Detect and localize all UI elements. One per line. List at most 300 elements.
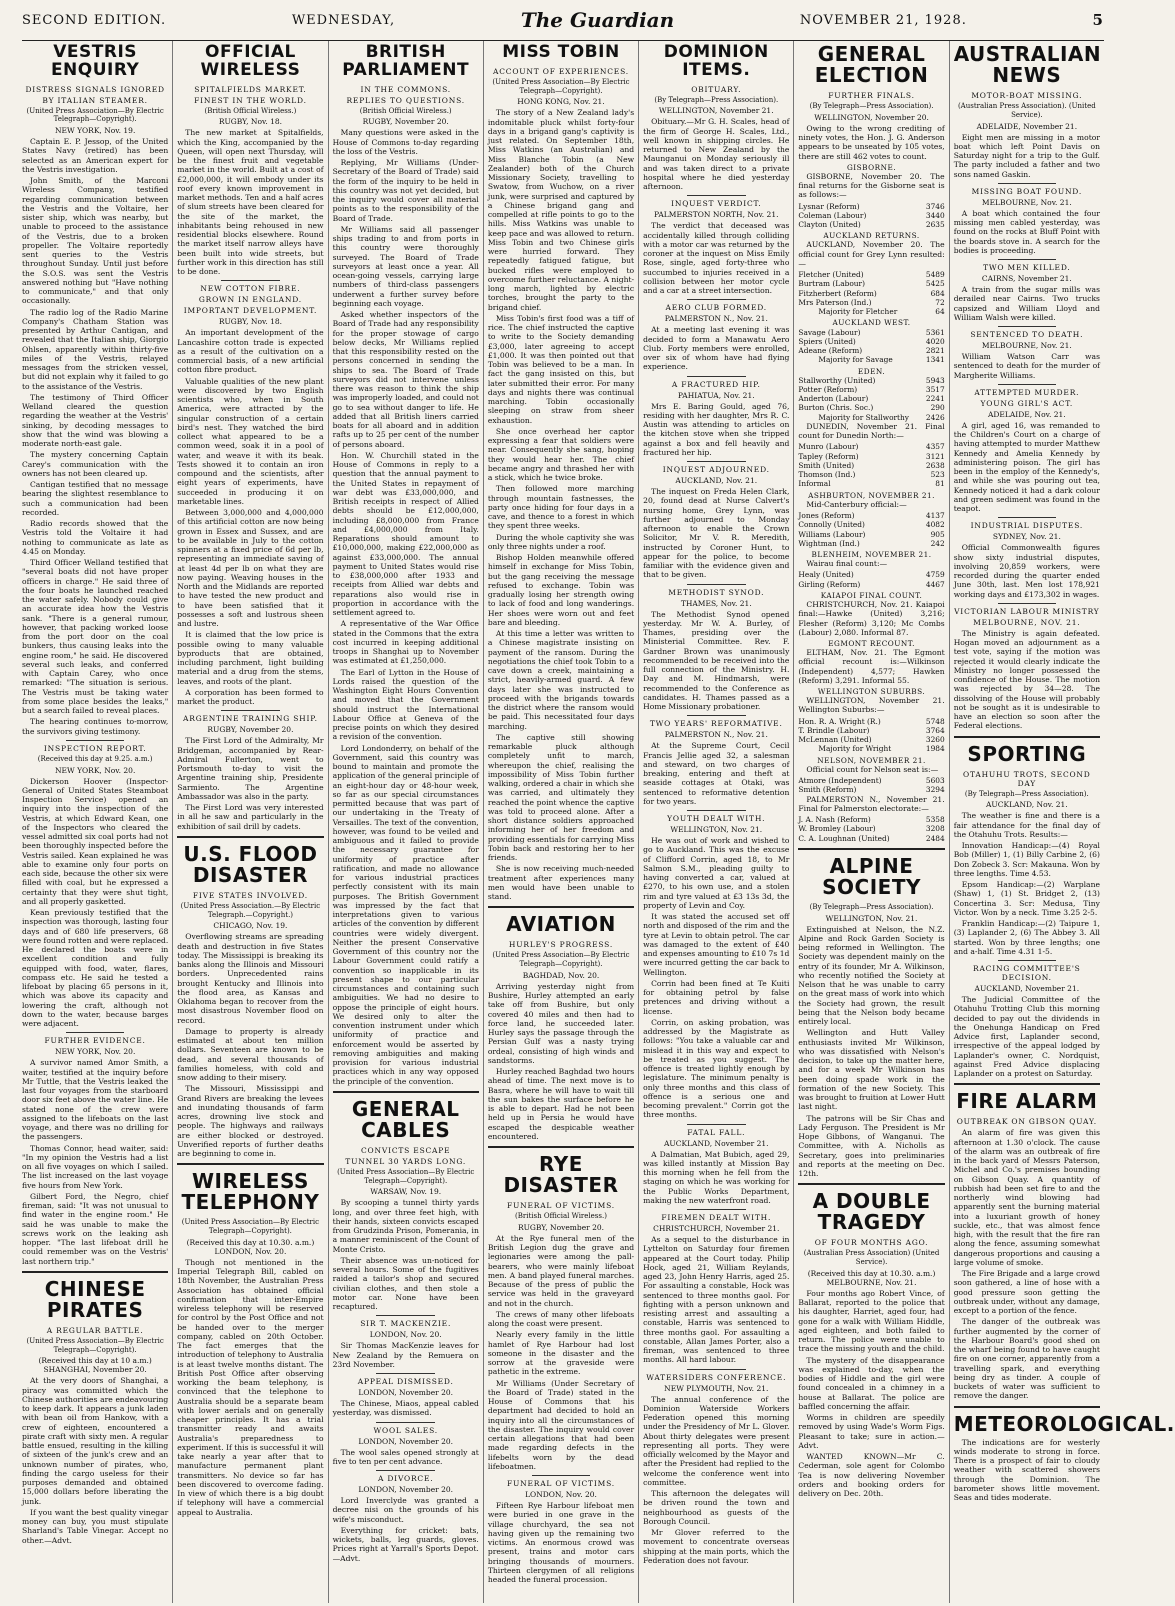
paragraph: Fifteen Rye Harbour lifeboat men were buried in one grave in the village churchyard, the sea not having given up the remaining two victims. An enormous crowd was present, trains and motor cars bringing thousands of mourners. Thirteen clergymen of all religions headed the funeral procession. bbox=[487, 1501, 635, 1585]
article-headline: GENERAL CABLES bbox=[351, 1096, 460, 1142]
column-5 bbox=[638, 41, 793, 1603]
results-note: AUCKLAND, November 20. The official count for Grey Lynn resulted:— bbox=[798, 240, 945, 268]
paragraph: An important development of the Lancashire cotton trade is expected as a result of the cultivation on a commercial basis, of a new artificial cotton fibre product. bbox=[177, 328, 324, 375]
subheading: AERO CLUB FORMED. bbox=[665, 303, 767, 313]
subheading: FUNERAL OF VICTIMS. bbox=[507, 1479, 615, 1489]
dateline: RUGBY, November 20. bbox=[362, 117, 449, 127]
article-separator bbox=[177, 1163, 323, 1165]
vote-count: 2821 bbox=[925, 346, 945, 356]
article bbox=[488, 1475, 634, 1584]
article bbox=[643, 584, 789, 712]
paragraph: A girl, aged 16, was remanded to the Children's Court on a charge of having attempted to murder Matthew Kennedy and Amelia Kennedy by administering poison. The girl has been in the employ of the Kennedy's, and while she was pouring out tea, Kennedy noticed it had a dark colour and green sediment was found in the teapot. bbox=[953, 420, 1100, 513]
paragraph: It is claimed that the low price is possible owing to many valuable byproducts that are obtained, including parchment, light building material and a drug from the stems, leaves, and roots of the plant. bbox=[177, 630, 324, 686]
paragraph: Bishop Holden meanwhile offered himself in exchange for Miss Tobin, but the gang receiving the message refused to exchange. Tobin was gradually losing her strength owing to lack of food and long wanderings. Her shoes were worn out and feet bare and bleeding. bbox=[487, 553, 635, 627]
candidate-name: Majority for Wright bbox=[818, 744, 892, 754]
candidate-name: Munro (Labour) bbox=[798, 442, 859, 452]
wire-credit: (United Press Association—By Electric Telegraph—Copyright). bbox=[492, 77, 630, 95]
dateline: WELLINGTON, November 20. bbox=[814, 112, 929, 122]
candidate-name: Smith (United) bbox=[798, 460, 855, 470]
paragraph: The annual conference of the Dominion Waterside Workers Federation opened this morning under the Presidency of Mr L. Glover. About thirty delegates were present representing all ports. They were officially welcomed by the Mayor and after the President had replied to the welcome the conference went into committee. bbox=[643, 1394, 790, 1487]
candidate-row bbox=[798, 717, 944, 726]
paragraph: Cantigan testified that no message bearing the slightest resemblance to such a communication had been recorded. bbox=[22, 480, 169, 517]
wire-credit: (Australian Press Association) (United Service). bbox=[803, 1249, 940, 1267]
dateline: THAMES, Nov. 21. bbox=[680, 598, 752, 608]
wire-credit: (By Telegraph—Press Association). bbox=[809, 102, 934, 110]
candidate-row bbox=[798, 211, 944, 220]
paragraph: Then followed more marching through mountain fastnesses, the party once hiding for four days in a cave, and thence to a forest in which they spent three weeks. bbox=[487, 484, 635, 531]
candidate-name: Healy (United) bbox=[798, 570, 854, 580]
section-rule bbox=[221, 710, 280, 711]
vote-count: 5361 bbox=[925, 327, 945, 337]
paragraph: The Judicial Committee of the Otahuhu Trotting Club this morning decided to pay out the dividends in the Onehunga Handicap on Fred Advice first, Laplander second, irrespective of the appeal lodged by Laplander's owner, C. Nordquist, against Fred Advice displacing Laplander on a protest on Saturday. bbox=[953, 995, 1100, 1078]
paragraph: At this time a letter was written to a Chinese magistrate insisting on payment of the ransom. During the negotiations the chief took Tobin to a cave down a creek, maintaining a strict, heavily-armed guard. A few days later she was instructed to proceed with the brigands towards the district where the ransom would be paid. This necessitated four days marching. bbox=[487, 629, 635, 731]
article bbox=[333, 1091, 479, 1312]
paragraph: Captain E. P. Jessop, of the United States Navy (retired) has been selected as an American expert for the Vestris investigation. bbox=[22, 137, 169, 174]
paragraph: An alarm of fire was given this afternoon at 1.30 o'clock. The cause of the alarm was an outbreak of fire in the back yard of Messrs Paterson, Michel and Co.'s premises bounding on Gibson Quay. A quantity of rubbish had been set fire to and the northerly wind blowing had apparently sent the burning material into a luxuriant growth of honey suckle, etc., that was almost fence high, with the result that the fire ran along the fence, assuming somewhat dangerous proportions and causing a large volume of smoke. bbox=[953, 1128, 1100, 1267]
majority-row bbox=[798, 355, 944, 364]
paragraph: The hearing continues to-morrow, the survivors giving testimony. bbox=[22, 717, 169, 736]
vote-count: 3764 bbox=[925, 725, 945, 735]
paragraph: The Methodist Synod opened yesterday. Mr W. A. Burley, of Thames, presiding over the Ministerial Committee. Rev. F. Gardner Brown was unanimously recommended to be received into the full connection of the Ministry. H. Day and M. Hindmarsh, were recommended to the Conference as candidates. H. Thames passed as a Home Missionary probationer. bbox=[643, 609, 790, 712]
section-rule bbox=[998, 384, 1057, 385]
paragraph: The verdict that deceased was accidentally killed through colliding with a motor car was returned by the coroner at the inquest on Miss Emily Rose, single, aged forty-three who succumbed to injuries received in a collision between her motor cycle and a car at a street intersection. bbox=[643, 221, 790, 296]
candidate-name: McLennan (United) bbox=[798, 735, 872, 745]
subheading: A DIVORCE. bbox=[377, 1474, 434, 1484]
vote-count: 3121 bbox=[925, 451, 945, 461]
article bbox=[333, 1373, 479, 1418]
article-separator bbox=[798, 848, 944, 850]
article-headline: MISS TOBIN bbox=[502, 42, 620, 62]
candidate-row bbox=[798, 785, 944, 794]
candidate-row bbox=[798, 289, 944, 298]
section-rule bbox=[687, 195, 746, 196]
paragraph: At the very doors of Shanghai, a piracy was committed which the Chinese authorities are endeavouring to keep dark. It appears a junk laden with bean oil from Hankow, with a crew of eighteen, encountered a pirate craft with sixty men. A regular battle ensued, resulting in the killing of sixteen of the junk's crew and an unknown number of pirates, who, finding the cargo useless for their purposes demanded and obtained 15,000 dollars before liberating the junk. bbox=[22, 1376, 169, 1506]
article bbox=[798, 41, 944, 843]
article bbox=[22, 41, 168, 736]
section-rule bbox=[376, 1373, 435, 1374]
paragraph: The First Lord was very interested in all he saw and particularly in the exhibition of sail drill by cadets. bbox=[177, 803, 324, 831]
paragraph: Thomas Connor, head waiter, said: "In my opinion the Vestris had a list on all five voyages on which I sailed. The list increased on the last voyage five hours from New York. bbox=[22, 1143, 169, 1190]
section-rule bbox=[376, 1315, 435, 1316]
article-separator bbox=[177, 836, 323, 838]
dateline: CHICAGO, Nov. 19. bbox=[213, 921, 288, 931]
section-rule bbox=[687, 1209, 746, 1210]
article-separator bbox=[954, 1406, 1100, 1408]
paragraph: Nearly every family in the little hamlet of Rye Harbour had lost someone in the disaster and the sorrow at the graveside were pathetic in the extreme. bbox=[487, 1330, 635, 1377]
article-headline: VESTRIS ENQUIRY bbox=[50, 42, 140, 80]
candidate-name: Wightman (Ind.) bbox=[798, 538, 860, 548]
article-headline: AVIATION bbox=[506, 912, 616, 937]
wire-credit: (United Press Association—By Electric Telegraph—Copyright). bbox=[26, 1336, 164, 1354]
section-rule bbox=[687, 584, 746, 585]
article-separator bbox=[798, 1183, 944, 1185]
paragraph: The First Lord of the Admiralty, Mr Bridgeman, accompanied by Rear-Admiral Fullerton, went to Portsmouth to-day to visit the Argentine training ship, Presidente Sarmiento. The Argentine Ambassador was also in the party. bbox=[177, 736, 324, 801]
article-headline: FIRE ALARM bbox=[956, 1089, 1098, 1114]
dateline: ADELAIDE, Nov. 21. bbox=[988, 409, 1066, 419]
article-headline: AUSTRALIAN NEWS bbox=[953, 42, 1102, 87]
dateline: LONDON, November 20. bbox=[358, 1436, 454, 1446]
results-note: ELTHAM, Nov. 21. The Egmont official recount is:—Wilkinson (Independent) 4,577; Hawken (Reform) 3,291. Informal 55. bbox=[798, 648, 945, 685]
vote-count: 684 bbox=[930, 288, 945, 298]
section-rule bbox=[998, 183, 1057, 184]
vote-count: 1341 bbox=[925, 355, 945, 365]
subheading: INQUEST VERDICT. bbox=[671, 199, 762, 209]
paragraph: Damage to property is already estimated at about ten million dollars. Seventeen are known to be dead, and several thousands of families homeless, with cold and snow adding to their misery. bbox=[177, 1026, 324, 1083]
paragraph: The mystery concerning Captain Carey's communication with the owners has not been cleared up. bbox=[22, 450, 169, 478]
candidate-name: Anderton (Labour) bbox=[798, 394, 869, 404]
vote-count: 4020 bbox=[925, 336, 945, 346]
wire-credit: (British Official Wireless.) bbox=[359, 106, 452, 115]
article-headline: GENERAL ELECTION bbox=[814, 42, 929, 87]
candidate-row bbox=[798, 461, 944, 470]
section-rule bbox=[998, 259, 1057, 260]
candidate-row bbox=[798, 511, 944, 520]
paragraph: She is now receiving much-needed treatment after experiences many men would have been unable to stand. bbox=[487, 864, 635, 902]
article-headline: METEOROLOGICAL. bbox=[953, 1411, 1175, 1436]
vote-count: 3746 bbox=[925, 201, 945, 211]
candidate-name: Connolly (United) bbox=[798, 520, 865, 530]
wire-credit: (British Official Wireless.) bbox=[515, 1212, 607, 1221]
vote-count: 2426 bbox=[925, 412, 945, 422]
results-note: GISBORNE, November 20. The final returns for the Gisborne seat is as follows:— bbox=[798, 171, 945, 200]
dateline: LONDON, Nov. 20. bbox=[369, 1330, 442, 1340]
subheading: RACING COMMITTEE'S DECISION. bbox=[973, 964, 1081, 982]
dateline: WELLINGTON, Nov. 21. bbox=[670, 825, 763, 835]
candidate-row bbox=[798, 270, 944, 279]
article bbox=[333, 1315, 479, 1369]
section-rule bbox=[687, 461, 746, 462]
results-subheading: EDEN. bbox=[857, 366, 886, 376]
article bbox=[177, 41, 323, 276]
paragraph: The mystery of the disappearance was explained to-day, when the bodies of Hiddle and the girl were found concealed in a chimney in a house at Ballarat. The police are baffled concerning the affair. bbox=[798, 1355, 945, 1411]
paragraph: Corrin, on asking probation, was addressed by the Magistrate as follows: "You take a valuable car and mislead it in this way and expect to be treated as you suggest. The offence is treated lightly enough by legislature. The minimum penalty is only three months and this class of offence is a serious one and becoming prevalent." Corrin got the three months. bbox=[643, 1017, 790, 1120]
paragraph: Valuable qualities of the new plant were discovered by two English scientists who, when in South America, were attracted by the singular construction of a certain bird's nest. They watched the bird collect what appeared to be a common weed, soak it in a pool of water, and weave it with its beak. Tests showed it to contain an iron compound and the scientists, after eight years of experiments, have succeeded in producing it on marketable lines. bbox=[177, 376, 324, 506]
paragraph: Radio records showed that the Vestris told the Voltaire it had nothing to communicate as late as 4.45 on Monday. bbox=[22, 519, 169, 556]
article bbox=[643, 376, 789, 458]
article bbox=[333, 1470, 479, 1563]
paragraph: Hon. W. Churchill stated in the House of Commons in reply to a question that the annual payment to the United States in repayment of war debt was £33,000,000, and British receipts in respect of Allied debts should be £12,000,000, including £8,000,000 from France and £4,000,000 from Italy. Reparations should amount to £10,000,000, making £22,000,000 as against £33,000,000. The annual payment to United States would rise to £38,000,000 after 1933 and receipts from Allied war debts and reparations also would rise in proportion in accordance with the settlement agreed to. bbox=[332, 450, 479, 618]
paragraph: The patrons will be Sir Chas and Lady Ferguson. The President is Mr Hope Gibbons, of Wanganui. The Committee, with A. Nicholls as Secretary, goes into preliminaries and reports at the meeting on Dec. 12th. bbox=[798, 1113, 945, 1179]
subheading: FURTHER FINALS. bbox=[828, 91, 915, 100]
paragraph: Eight men are missing in a motor boat which left Point Davis on Saturday night for a trip to the Gulf. The party included a father and two sons named Gaskin. bbox=[953, 132, 1100, 179]
dateline: SYDNEY, Nov. 21. bbox=[992, 532, 1061, 542]
subheading: OTAHUHU TROTS, SECOND DAY bbox=[963, 769, 1091, 788]
paragraph: The radio log of the Radio Marine Company's Chatham Station was presented by Arthur Cantigan, and revealed that the Italian ship, Giorgio Ohlsen, apparently within thirty-five miles of the Vestris, relayed messages from the stricken vessel, but did not explain why it failed to go to the assistance of the Vestris. bbox=[22, 307, 169, 391]
candidate-row bbox=[798, 202, 944, 211]
article-headline: ALPINE SOCIETY bbox=[822, 853, 921, 899]
results-subheading: AUCKLAND WEST. bbox=[832, 318, 911, 328]
dateline: RUGBY, Nov. 18. bbox=[218, 117, 283, 127]
results-note: Wairau final count:— bbox=[806, 559, 888, 569]
article bbox=[954, 736, 1100, 957]
section-rule bbox=[998, 326, 1057, 327]
article bbox=[643, 41, 789, 191]
candidate-row bbox=[798, 834, 944, 843]
dateline: (Received this day at 10.30. a.m.) LONDON, Nov. 20. bbox=[186, 1237, 315, 1256]
paragraph: Overflowing streams are spreading death and destruction in five States today. The Mississippi is breaking its banks along the Illinois and Missouri borders. Unprecedented rains brought Kentucky and Illinois into the flood area, as Kansas and Oklahoma began to recover from the most disastrous November flood on record. bbox=[177, 932, 324, 1025]
election-results bbox=[798, 163, 944, 843]
subheading: INDUSTRIAL DISPUTES. bbox=[970, 521, 1084, 531]
article bbox=[22, 1271, 168, 1545]
paragraph: A representative of the War Office stated in the Commons that the extra cost incurred in keeping additional troops in Shanghai up to November was estimated at £1,250,000. bbox=[332, 619, 479, 666]
paragraph: A boat which contained the four missing men cabled yesterday, was found on the rocks at Bluff Point with the boards stove in. A search for the bodies is proceeding. bbox=[953, 208, 1100, 255]
majority-row bbox=[798, 413, 944, 422]
column-7 bbox=[949, 41, 1175, 1603]
edition-label: SECOND EDITION. bbox=[22, 12, 167, 28]
vote-count: 3517 bbox=[925, 384, 945, 394]
vote-count: 4082 bbox=[925, 520, 945, 530]
article bbox=[22, 740, 168, 1029]
section-rule bbox=[687, 810, 746, 811]
candidate-name: Fletcher (United) bbox=[798, 270, 864, 280]
candidate-name: Majority for Savage bbox=[818, 355, 893, 365]
dateline: RUGBY, Nov. 18. bbox=[218, 317, 283, 327]
paragraph: Epsom Handicap:—(2) Warplane (Shaw) 1, (1) St. Bridget 2, (13) Concertina 3. Scr: Medusa, Tiny Victor. Won by a neck. Time 3.25 2-5. bbox=[953, 880, 1100, 917]
subheading: A FRACTURED HIP. bbox=[671, 379, 761, 389]
paragraph: A Dalmatian, Mat Bubich, aged 29, was killed instantly at Mission Bay this morning when he fell from the staging on which he was working for the Public Works Department, making the new waterfront road. bbox=[643, 1149, 790, 1205]
paragraph: Corrin had been fined at Te Kuiti for obtaining petrol by false pretences and driving without a license. bbox=[643, 978, 790, 1016]
wire-credit: (By Telegraph—Press Association). bbox=[964, 789, 1089, 798]
paragraph: Replying, Mr Williams (Under-Secretary of the Board of Trade) said the form of the inquiry to be held in this country was not yet decided, but the inquiry would cover all material points as to the responsibility of the Board of Trade. bbox=[332, 158, 479, 223]
candidate-row bbox=[798, 346, 944, 355]
paragraph: The story of a New Zealand lady's indomitable pluck whilst forty-four days in a brigand gang's captivity is just related. On September 18th, Miss Watkins (an Australian) and Miss Blanche Tobin (a New Zealander) both of the Church Missionary Society, travelling to Swatow, from Wuchow, on a river junk, were surprised and captured by a Chinese brigand gang and compelled at rifle points to go to the hills. Miss Watkins was unable to keep pace and was allowed to return. Miss Tobin and two Chinese girls were hurried forward. They repeatedly fatigued fatigue, but bucked rifles were employed to overcome further reluctance. A night-long march, lighted by electric torches, brought the party to the brigand chief. bbox=[487, 108, 635, 312]
section-rule bbox=[998, 960, 1057, 961]
column-2 bbox=[172, 41, 327, 1603]
column-3 bbox=[328, 41, 483, 1603]
candidate-name: Jones (Reform) bbox=[798, 511, 855, 521]
paragraph: He was out of work and wished to go to Auckland. This was the excuse of Clifford Corrin, aged 18, to Mr Salmon S.M., pleading guilty to having converted a car, valued at £270, to his own use, and a stolen rim and tyre valued at £3 13s 3d, the property of Levin and Coy. bbox=[643, 836, 790, 910]
dateline: AUCKLAND, November 21. bbox=[974, 984, 1080, 993]
candidate-row bbox=[798, 403, 944, 412]
majority-row bbox=[798, 307, 944, 316]
vote-count: 5943 bbox=[925, 375, 945, 385]
article bbox=[954, 41, 1100, 179]
paragraph: If you want the best quality vinegar money can buy, you must stipulate Sharland's Table Vinegar. Accept no other.—Advt. bbox=[22, 1507, 169, 1545]
dateline: RUGBY, November 20. bbox=[207, 725, 294, 735]
candidate-row bbox=[798, 726, 944, 735]
dateline: AUCKLAND, November 21. bbox=[663, 1138, 769, 1148]
subheading: FURTHER EVIDENCE. bbox=[44, 1036, 146, 1046]
results-note: CHRISTCHURCH, Nov. 21. Kaiapoi final:—Hawke (United) 3,216; Flesher (Reform) 3,120; Mc Combs (Labour) 2,080. Informal 87. bbox=[798, 600, 945, 637]
paragraph: Extinguished at Nelson, the N.Z. Alpine and Rock Garden Society is being reformed in Wellington. The Society was dependent mainly on the entry of its founder, Mr A. Wilkinson, who recently notified the Society at Nelson that he was unable to carry on the great mass of work into which the Society had grown, the result being that the Nelson body became entirely local. bbox=[798, 924, 945, 1027]
candidate-name: Fitzherbert (Reform) bbox=[798, 288, 877, 298]
paragraph: Asked whether inspectors of the Board of Trade had any responsibility for the proper stowage of cargo below decks, Mr Williams replied that this responsibility rested on the persons concerned in sending the ships to sea. The Board of Trade surveyors did not intervene unless there was reason to think the ship was improperly loaded, and could not go to sea without danger to life. He added that all British liners carried boats for all aboard and in addition rafts up to 25 per cent of the number of persons aboard. bbox=[332, 310, 479, 449]
paragraph: At a meeting last evening it was decided to form a Manawatu Aero Club. Forty members were enrolled, over six of whom have had flying experience. bbox=[643, 325, 790, 372]
paragraph: Arriving yesterday night from Bushire, Hurley attempted an early take off from Bushire, but only covered 40 miles and then had to force land, he succeeded later. Hurley says the passage through the Persian Gulf was a nasty trying ordeal, consisting of high winds and sandstorms. bbox=[487, 981, 635, 1065]
candidate-name: Williams (Labour) bbox=[798, 529, 866, 539]
issue-date: NOVEMBER 21, 1928. bbox=[799, 12, 967, 28]
subheading: METHODIST SYNOD. bbox=[668, 587, 765, 597]
dateline: MELBOURNE, Nov. 21. bbox=[981, 341, 1072, 350]
dateline: NEW YORK, Nov. 20. bbox=[54, 765, 136, 775]
candidate-row bbox=[798, 776, 944, 785]
candidate-row bbox=[798, 479, 944, 488]
section-rule bbox=[66, 1032, 125, 1033]
results-note: PALMERSTON N., November 21. Final for Palmerston electorate:— bbox=[798, 794, 945, 813]
paragraph: Official Commonwealth figures show sixty industrial disputes, involving 20,859 workers, were recorded during the quarter ended June 30th, last. Men lost 178,921 working days and £173,302 in wages. bbox=[953, 543, 1100, 599]
subheading: INQUEST ADJOURNED. bbox=[662, 465, 770, 475]
results-subheading: ASHBURTON, NOVEMBER 21. bbox=[808, 490, 935, 500]
dateline: AUCKLAND, Nov. 21. bbox=[985, 800, 1068, 810]
paragraph: Mrs E. Baring Gould, aged 76, residing with her daughter, Mrs R. C. Austin was attending to articles on the kitchen stove when she tripped against a box and fell heavily and fractured her hip. bbox=[643, 401, 790, 457]
paragraph: Mr Williams (Under Secretary of the Board of Trade) stated in the House of Commons that his department had decided to hold an inquiry into all the circumstances of the disaster. The inquiry would cover certain allegations that had been made regarding defects in the lifebelts worn by the dead lifeboatmen. bbox=[487, 1378, 635, 1471]
article bbox=[798, 848, 944, 1179]
candidate-row bbox=[798, 376, 944, 385]
section-rule bbox=[376, 1422, 435, 1423]
article bbox=[333, 41, 479, 1086]
paragraph: As a sequel to the disturbance in Lyttelton on Saturday four firemen appeared at the Court today. Philip Hock, aged 21, William Reylands, aged 23, John Henry Harris, aged 25. For assaulting a constable, Hock was sentenced to three months gaol. For fighting with a person unknown and resisting arrest and assaulting a constable, Harris was sentenced to three months gaol. For assaulting a constable, Allan James Porter, also a fireman, was sentenced to three months. All hard labour. bbox=[643, 1235, 790, 1365]
subheading: IN THE COMMONS. bbox=[360, 84, 451, 94]
candidate-row bbox=[798, 570, 944, 579]
article bbox=[643, 715, 789, 806]
results-note: Mid-Canterbury official:— bbox=[806, 499, 907, 509]
candidate-name: T. Brindle (Labour) bbox=[798, 725, 870, 735]
paragraph: By scooping a tunnel thirty yards long, and over three feet high, with their hands, sixteen convicts escaped from Grudzinda Prison, Pomerania, in a manner reminiscent of the Count of Monte Cristo. bbox=[332, 1198, 479, 1254]
vote-count: 5603 bbox=[925, 776, 945, 786]
candidate-name: Smith (Reform) bbox=[798, 785, 857, 795]
candidate-row bbox=[798, 385, 944, 394]
article-headline: BRITISH PARLIAMENT bbox=[342, 42, 470, 80]
vote-count: 64 bbox=[935, 307, 945, 317]
paragraph: The Chinese, Miaos, appeal cabled yesterday, was dismissed. bbox=[332, 1399, 479, 1418]
candidate-row bbox=[798, 470, 944, 479]
wire-credit: (United Press Association—By Electric Telegraph—Copyright). bbox=[181, 1218, 320, 1236]
article-separator bbox=[488, 1146, 634, 1148]
candidate-name: Savage (Labour) bbox=[798, 327, 861, 337]
section-rule bbox=[687, 376, 746, 377]
subheading: ACCOUNT OF EXPERIENCES. bbox=[493, 66, 629, 76]
subheading: SPITALFIELDS MARKET. bbox=[194, 84, 307, 94]
paragraph: During the whole captivity she was only three nights under a roof. bbox=[487, 532, 635, 551]
paragraph: The Fire Brigade and a large crowd soon gathered, a line of hose with a good pressure soon getting the outbreak under, without any damage, except to a portion of the fence. bbox=[953, 1269, 1100, 1315]
paragraph: Mr Glover referred to the movement to concentrate overseas shipping at the main ports, which the Federation does not favour. bbox=[643, 1528, 790, 1565]
newspaper-title: The Guardian bbox=[520, 8, 675, 32]
section-rule bbox=[998, 603, 1057, 604]
paragraph: Owing to the wrong crediting of ninety votes, the Hon. J. G. Anderson appears to be unseated by 105 votes, there are still 462 votes to count. bbox=[798, 123, 945, 161]
subheading: MISSING BOAT FOUND. bbox=[971, 186, 1083, 196]
candidate-name: Tapley (Reform) bbox=[798, 451, 859, 461]
wire-credit: (Received this day at 9.25. a.m.) bbox=[37, 754, 153, 763]
section-rule bbox=[687, 1124, 746, 1125]
article-separator bbox=[22, 1271, 168, 1273]
masthead bbox=[22, 0, 1104, 41]
paragraph: It was stated the accused set off north and disposed of the rim and the tyre at Levin to obtain petrol. The car was damaged to the extent of £40 and expenses amounting to £10 7s 1d were incurred getting the car back to Wellington. bbox=[643, 912, 790, 977]
columns-container bbox=[22, 41, 1175, 1603]
column-6 bbox=[793, 41, 948, 1603]
article bbox=[177, 280, 323, 706]
paragraph: Third Officer Welland testified that "several boats did not have proper officers in charge." He said three of the four boats he launched reached the water safely. Nobody could give an accurate idea how the Vestris sank. "There is a general rumour, however, that packing worked loose from the port door on the coal bunkers, thus causing leaks into the engine room," he said. He discovered several such leaks, and conferred with Captain Carey, who once remarked: "The situation is serious. The Vestris must be taking water from some place besides the leaks," but a search failed to reveal places. bbox=[22, 558, 169, 716]
dateline: BAGHDAD, Nov. 20. bbox=[522, 970, 600, 980]
article bbox=[643, 195, 789, 295]
candidate-row bbox=[798, 394, 944, 403]
paragraph: Though not mentioned in the Imperial Telegraph Bill, cabled on 18th November, the Australian Press Association has obtained official confirmation that inter-Empire wireless telephony will be reserved for control by the Post Office and not be handed over to the merger company, cabled on 20th October. The fact emerges that the introduction of telephony to Australia is at least twelve months distant. The British Post Office after observing working the beam telephony, is convinced that the telephone to Australia should be a separate beam with lower aerials and on generally cheaper principles. It has a trial transmitter ready and awaits Australia's preparedness to experiment. If this is successful it will take nearly a year after that to manufacture permanent plant transmitters. No device so far has been discovered to overcome fading. In view of which there is a big doubt if telephony will have a commercial appeal to Australia. bbox=[177, 1257, 324, 1517]
article-headline: OFFICIAL WIRELESS bbox=[200, 42, 301, 80]
candidate-row bbox=[798, 824, 944, 833]
candidate-name: Stallworthy (United) bbox=[798, 375, 876, 385]
candidate-row bbox=[798, 220, 944, 229]
article bbox=[488, 1146, 634, 1471]
section-rule bbox=[687, 299, 746, 300]
article bbox=[177, 836, 323, 1159]
article bbox=[643, 1369, 789, 1566]
dateline: LONDON, November 20. bbox=[358, 1485, 454, 1495]
dateline: PALMERSTON N., Nov. 21. bbox=[664, 730, 768, 740]
subheading: DISTRESS SIGNALS IGNORED bbox=[25, 84, 165, 94]
subheading: GROWN IN ENGLAND. bbox=[198, 295, 302, 305]
article bbox=[954, 603, 1100, 731]
paragraph: William Watson Carr was sentenced to death for the murder of Margherite Williams. bbox=[953, 352, 1100, 380]
subheading: OBITUARY. bbox=[691, 84, 742, 94]
paragraph: Hurley reached Baghdad two hours ahead of time. The next move is to Basra, where he will have to wait till the sun bakes the surface before he is able to depart. Had he not been held up in Persia he would have escaped the despicable weather encountered. bbox=[487, 1067, 635, 1141]
candidate-name: Girling (Reform) bbox=[798, 579, 861, 589]
dateline: RUGBY, November 20. bbox=[517, 1222, 605, 1232]
subheading: YOUTH DEALT WITH. bbox=[667, 814, 766, 824]
subheading: FINEST IN THE WORLD. bbox=[194, 95, 307, 105]
article bbox=[177, 710, 323, 831]
vote-count: 3294 bbox=[925, 785, 945, 795]
dateline: ADELAIDE, November 21. bbox=[976, 121, 1078, 131]
vote-count: 3260 bbox=[925, 735, 945, 745]
dateline: (Received this day at 10 a.m.) SHANGHAI, November 20. bbox=[38, 1356, 152, 1375]
candidate-name: Burton (Chris. Soc.) bbox=[798, 403, 874, 413]
article-headline: DOMINION ITEMS. bbox=[663, 42, 769, 80]
column-4 bbox=[483, 41, 638, 1603]
paragraph: Lord Inverclyde was granted a decree nisi on the grounds of his wife's misconduct. bbox=[332, 1496, 479, 1524]
vote-count: 2635 bbox=[925, 220, 945, 230]
subheading: BY ITALIAN STEAMER. bbox=[42, 95, 148, 105]
candidate-row bbox=[798, 328, 944, 337]
dateline: WARSAW, Nov. 19. bbox=[370, 1187, 442, 1197]
paragraph: The inquest on Freda Helen Clark, 20, found dead at Nurse Calvert's nursing home, Grey Lynn, was further adjourned to Monday afternoon to enable the Crown Solicitor, Mr V. R. Meredith, instructed by Coroner Hunt, to appear for the police, to become familiar with the evidence given and that to be given. bbox=[643, 487, 790, 580]
dateline: PALMERSTON N., Nov. 21. bbox=[664, 314, 768, 324]
subheading: FIREMEN DEALT WITH. bbox=[661, 1213, 772, 1223]
wire-credit: (By Telegraph—Press Association). bbox=[809, 902, 934, 911]
vote-count: 3440 bbox=[925, 210, 945, 220]
vote-count: 5425 bbox=[925, 279, 945, 289]
vote-count: 1984 bbox=[925, 744, 945, 754]
candidate-name: Hon. R. A. Wright (R.) bbox=[798, 716, 881, 726]
article bbox=[643, 461, 789, 580]
paragraph: The weather is fine and there is a fair attendance for the final day of the Otahuhu Trots. Results:— bbox=[953, 811, 1100, 839]
candidate-name: Atmore (Independent) bbox=[798, 776, 882, 786]
vote-count: 242 bbox=[930, 538, 945, 548]
results-subheading: KAIAPOI FINAL COUNT. bbox=[820, 590, 923, 600]
subheading: A REGULAR BATTLE. bbox=[46, 1325, 144, 1335]
vote-count: 523 bbox=[930, 470, 945, 480]
subheading: OUTBREAK ON GIBSON QUAY. bbox=[956, 1117, 1097, 1127]
dateline: LONDON, Nov. 20. bbox=[525, 1490, 597, 1500]
article bbox=[954, 960, 1100, 1078]
paragraph: A corporation has been formed to market the product. bbox=[177, 687, 324, 707]
subheading: INSPECTION REPORT. bbox=[43, 743, 147, 753]
paragraph: A train from the sugar mills was derailed near Cairns. Two trucks capsized and William Lloyd and William Walsh were killed. bbox=[953, 285, 1100, 322]
subheading: NEW COTTON FIBRE. bbox=[200, 284, 301, 294]
dateline: WELLINGTON, November 21. bbox=[658, 106, 774, 116]
paragraph: Between 3,000,000 and 4,000,000 of this artificial cotton are now being grown in Essex and Sussex, and are to be available in July to the cotton spinners at a fixed price of 6d per lb, representing an immediate saving of at least 4d per lb on what they are now paying. Weaving houses in the North and the Midlands are reported to have tested the new product and to have been satisfied that it possesses a soft and lustrous sheen and lustre. bbox=[177, 508, 324, 629]
candidate-name: Mrs Paterson (Ind.) bbox=[798, 297, 872, 307]
candidate-name: Thomson (Ind.) bbox=[798, 470, 856, 480]
paragraph: John Smith, of the Marconi Wireless Company, testified regarding communication between the Vestris and the Voltaire, her sister ship, which was nearby, but unable to proceed to the assistance of the Vestris, due to a broken propeller. The Voltaire reportedly sent queries to the Vestris throughout Sunday. Until just before the S.O.S. was sent the Vestris answered nothing but "Have nothing to communicate," and that only occasionally. bbox=[22, 176, 169, 306]
paragraph: At the Supreme Court, Cecil Francis Jellie aged 32, a salesman and steward, on two charges of breaking, entering and theft at seaside cottages at Otaki, was sentenced to reformative detention for two years. bbox=[643, 741, 790, 806]
paragraph: Gilbert Ford, the Negro, chief fireman, said: "It was not unusual to find water in the engine room." He said he was unable to make the screws work on the leaking ash hopper. "The last lifeboat drill he could remember was on the Vestris' last northern trip." bbox=[22, 1191, 169, 1266]
results-subheading: WELLINGTON SUBURBS. bbox=[817, 687, 926, 697]
article-headline: CHINESE PIRATES bbox=[44, 1276, 146, 1322]
candidate-row bbox=[798, 279, 944, 288]
vote-count: 5358 bbox=[925, 815, 945, 825]
paragraph: Four months ago Robert Vince, of Ballarat, reported to the police that his daughter, Harriet, aged four, had gone for a walk with William Hiddle, aged eighteen, and both failed to return. The police were unable to trace the missing youth and the child. bbox=[798, 1288, 945, 1354]
wire-credit: (Australian Press Association). (United Service). bbox=[957, 102, 1096, 119]
section-rule bbox=[687, 1369, 746, 1370]
